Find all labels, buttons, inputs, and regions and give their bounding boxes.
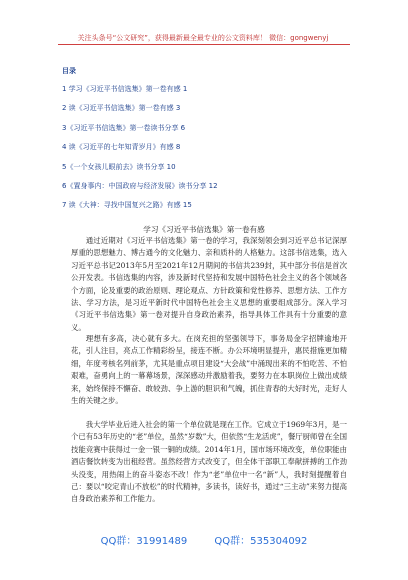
table-of-contents	[62, 84, 352, 220]
toc-item-7[interactable]: 7 读《大神：寻找中国复兴之路》有感 15	[62, 201, 192, 210]
toc-item-1[interactable]: 1 学习《习近平书信选集》第一卷有感 1	[62, 85, 188, 93]
article-paragraph-1: 通过近期对《习近平书信选集》第一卷的学习，我深刻领会到习近平总书记深厚厚重的思想魅力、博古通今的文化魅力、亲和质朴的人格魅力。这部书信选集，选入习近平总书记2013年5月至2021年12月期间的书信共239封，其中部分书信是首次公开发表。书信选集的内容，涉及新时代坚持和发展中国特色社会主义的各个领域各个方面，论及重要的政治原则、理论观点、方针政策和党性修养、思想方法、工作方法、学习方法，是习近平新时代中国特色社会主义思想的重要组成部分。深入学习《习近平书信选集》第一卷对提升自身政治素养，指导具体工作具有十分重要的意义。	[71, 236, 347, 332]
toc-item-2[interactable]: 2 读《习近平书信选集》第一卷有感 3	[62, 104, 181, 113]
toc-item-4[interactable]: 4 读《习近平的七年知青岁月》有感 8	[62, 143, 181, 152]
toc-item-6[interactable]: 6《置身事内：中国政府与经济发展》读书分享 12	[62, 181, 218, 190]
toc-title: 目录	[62, 67, 76, 75]
toc-item-3[interactable]: 3《习近平书信选集》第一卷读书分享 6	[62, 123, 186, 132]
article-paragraph-2: 理想有多高，决心就有多大。在岗充担的坚强领导下，事务局金字招牌逾地开花，引人注目，亮点工作精彩纷呈，接连不断。办公环境明显提升，惠民措施更加精细，年度考核名列前茅，尤其是重点项目建设“大会战”中涌现出来的不怕吃苦、不怕艰难，奋勇向上的一幕幕场景，深深感动并激励着我，要努力在本职岗位上做出成绩来，始终保持不懈奋、敢较劲、争上游的胆识和气魄，抓住青春的大好时光，走好人生的关键之步。	[71, 334, 347, 406]
article-paragraph-3: 我大学毕业后进入社会的第一个单位就是现在工作。它成立于1969年3月，是一个已有53年历史的“老”单位，虽然“岁数”大，但依然“生龙活虎”，餐厅厨师曾在全国技能竞赛中获得过一金一银一铜的成绩。2014年1月，国市场环境改变，单位职能由酒店餐饮转变为出租经营。虽然经营方式改变了，但全体干部职工奉献拼搏的工作劲头没变，用热闹上的奋斗姿态不改！作为“老”单位中一名“新”人，我时刻提醒着自己：要以“咬定青山不放松”的时代精神，多读书，读好书，通过“三主动”来努力提高自身政治素养和工作能力。	[71, 420, 347, 504]
header-divider	[58, 44, 350, 45]
toc-item-5[interactable]: 5《一个女孩儿眼前去》读书分享 10	[62, 162, 176, 171]
article-title: 学习《习近平书信选集》第一卷有感	[143, 225, 265, 234]
footer-qq-group-2: QQ群：535304092	[214, 536, 308, 547]
footer-qq-group-1: QQ群：31991489	[100, 536, 188, 547]
footer	[0, 532, 408, 547]
header-banner: 关注头条号“公文研究”，获得最新最全最专业的公文资料库！ 微信：gongwenyj	[77, 34, 329, 42]
